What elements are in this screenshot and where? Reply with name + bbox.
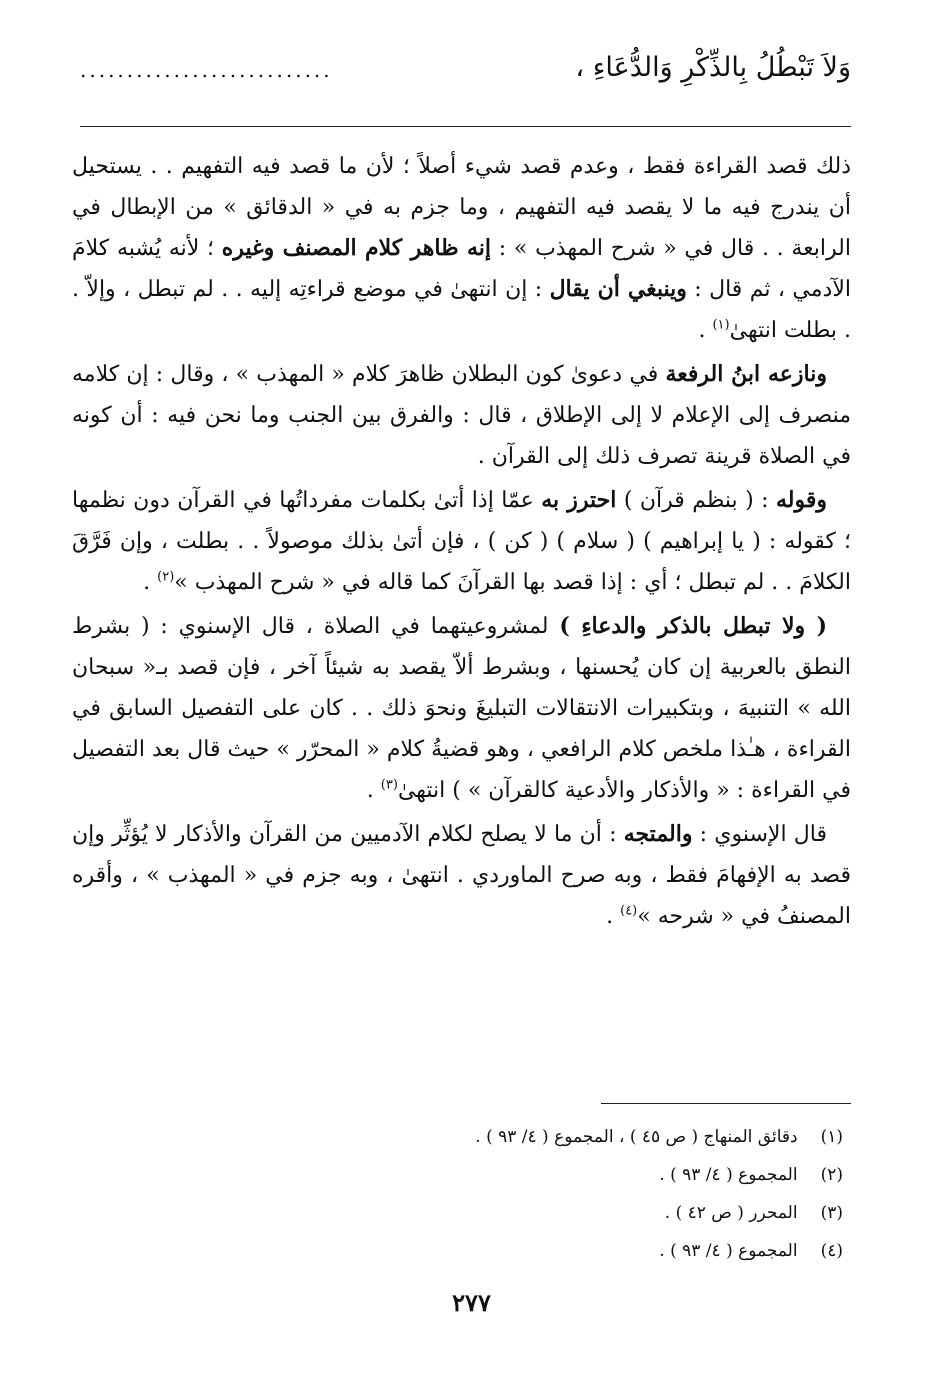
- bold-text-run: وينبغي أن يقال: [549, 276, 687, 302]
- footnotes: [475, 1118, 843, 1270]
- footnote-divider: [601, 1103, 851, 1104]
- text-run: .: [143, 570, 158, 595]
- page-number: ٢٧٧: [452, 1288, 491, 1317]
- footnote: [475, 1118, 843, 1156]
- paragraph: [72, 814, 851, 937]
- footnote-ref: (١): [712, 317, 730, 333]
- text-run: .: [698, 318, 713, 343]
- footnote-text: دقائق المنهاج ( ص ٤٥ ) ، المجموع ( ٤/ ٩٣ ) .: [475, 1127, 798, 1147]
- footnote-ref: (٤): [620, 903, 638, 919]
- running-header-title: وَلاَ تَبْطُلُ بِالذِّكْرِ وَالدُّعَاءِ ،: [575, 52, 851, 83]
- footnote: [475, 1156, 843, 1194]
- bold-text-run: احترز به: [541, 487, 617, 513]
- text-run: لمشروعيتهما في الصلاة ، قال الإسنوي : ( بشرط النطق بالعربية إن كان يُحسنها ، وبشرط ألاّ يقصد به شيئاً آخر ، فإن قصد بـ« سبحان الله » التنبيهَ ، وبتكبيرات الانتقالات التبليغَ ونحوَ ذلك . . كان على التفصيل السابق في القراءة ، هـٰذا ملخص كلام الرافعي ، وهو قضيةُ كلام « المحرّر » حيث قال بعد التفصيل في القراءة : « والأذكار والأدعية كالقرآن » ) انتهىٰ: [72, 614, 851, 803]
- footnote-number: (٣): [820, 1203, 843, 1223]
- footnote-ref: (٢): [157, 569, 175, 585]
- text-run: .: [606, 904, 621, 929]
- main-text: [72, 146, 851, 940]
- footnote-text: المجموع ( ٤/ ٩٣ ) .: [659, 1241, 798, 1261]
- footnote: [475, 1232, 843, 1270]
- footnote-number: (٢): [820, 1165, 843, 1185]
- text-run: .: [366, 778, 381, 803]
- bold-text-run: إنه ظاهر كلام المصنف وغيره: [221, 235, 492, 261]
- paragraph: [72, 606, 851, 811]
- header-divider: [80, 126, 851, 127]
- paragraph: [72, 354, 851, 477]
- text-run: ؛ لأنه يُشبه كلامَ الآدمي ، ثم قال :: [72, 236, 851, 302]
- footnote: [475, 1194, 843, 1232]
- footnote-number: (١): [820, 1127, 843, 1147]
- footnote-text: المحرر ( ص ٤٢ ) .: [664, 1203, 798, 1223]
- text-run: قال الإسنوي :: [692, 822, 827, 847]
- text-run: : إن انتهىٰ في موضع قراءتِه إليه . . لم تبطل ، وإلاّ . . بطلت انتهىٰ: [72, 277, 851, 343]
- text-run: في دعوىٰ كون البطلان ظاهرَ كلام « المهذب » ، وقال : إن كلامه منصرف إلى الإعلام لا إلى الإطلاق ، قال : والفرق بين الجنب وما نحن فيه : أن كونه في الصلاة قرينة تصرف ذلك إلى القرآن .: [72, 362, 851, 469]
- text-run: : ( بنظم قرآن ): [616, 488, 776, 513]
- text-run: : أن ما لا يصلح لكلام الآدميين من القرآن والأذكار لا يُؤثِّر وإن قصد به الإفهامَ فقط ، وبه صرح الماوردي . انتهىٰ ، وبه جزم في « المهذب » ، وأقره المصنفُ في « شرحه »: [72, 822, 852, 929]
- bold-text-run: ونازعه ابنُ الرفعة: [665, 361, 827, 387]
- text-run: عمّا إذا أتىٰ بكلمات مفرداتُها في القرآن دون نظمها ؛ كقوله : ( يا إبراهيم ) ( سلام ) ( كن ) ، فإن أتىٰ بذلك موصولاً . . بطلت ، وإن فَرَّقَ الكلامَ . . لم تبطل ؛ أي : إذا قصد بها القرآنَ كما قاله في « شرح المهذب »: [72, 488, 851, 595]
- footnote-number: (٤): [820, 1241, 843, 1261]
- bold-text-run: وقوله: [775, 487, 827, 513]
- bold-text-run: والمتجه: [623, 821, 693, 847]
- paragraph: [72, 146, 851, 351]
- running-header-dots: ...........................: [80, 58, 333, 82]
- paragraph: [72, 480, 851, 603]
- footnote-ref: (٣): [380, 777, 398, 793]
- bold-text-run: ( ولا تبطل بالذكر والدعاءِ ): [559, 613, 827, 639]
- text-run: ذلك قصد القراءة فقط ، وعدم قصد شيء أصلاً ؛ لأن ما قصد فيه التفهيم . . يستحيل أن يندرج فيه ما لا يقصد فيه التفهيم ، وما جزم به في « الدقائق » من الإبطال في الرابعة . . قال في « شرح المهذب » :: [72, 154, 851, 261]
- footnote-text: المجموع ( ٤/ ٩٣ ) .: [659, 1165, 798, 1185]
